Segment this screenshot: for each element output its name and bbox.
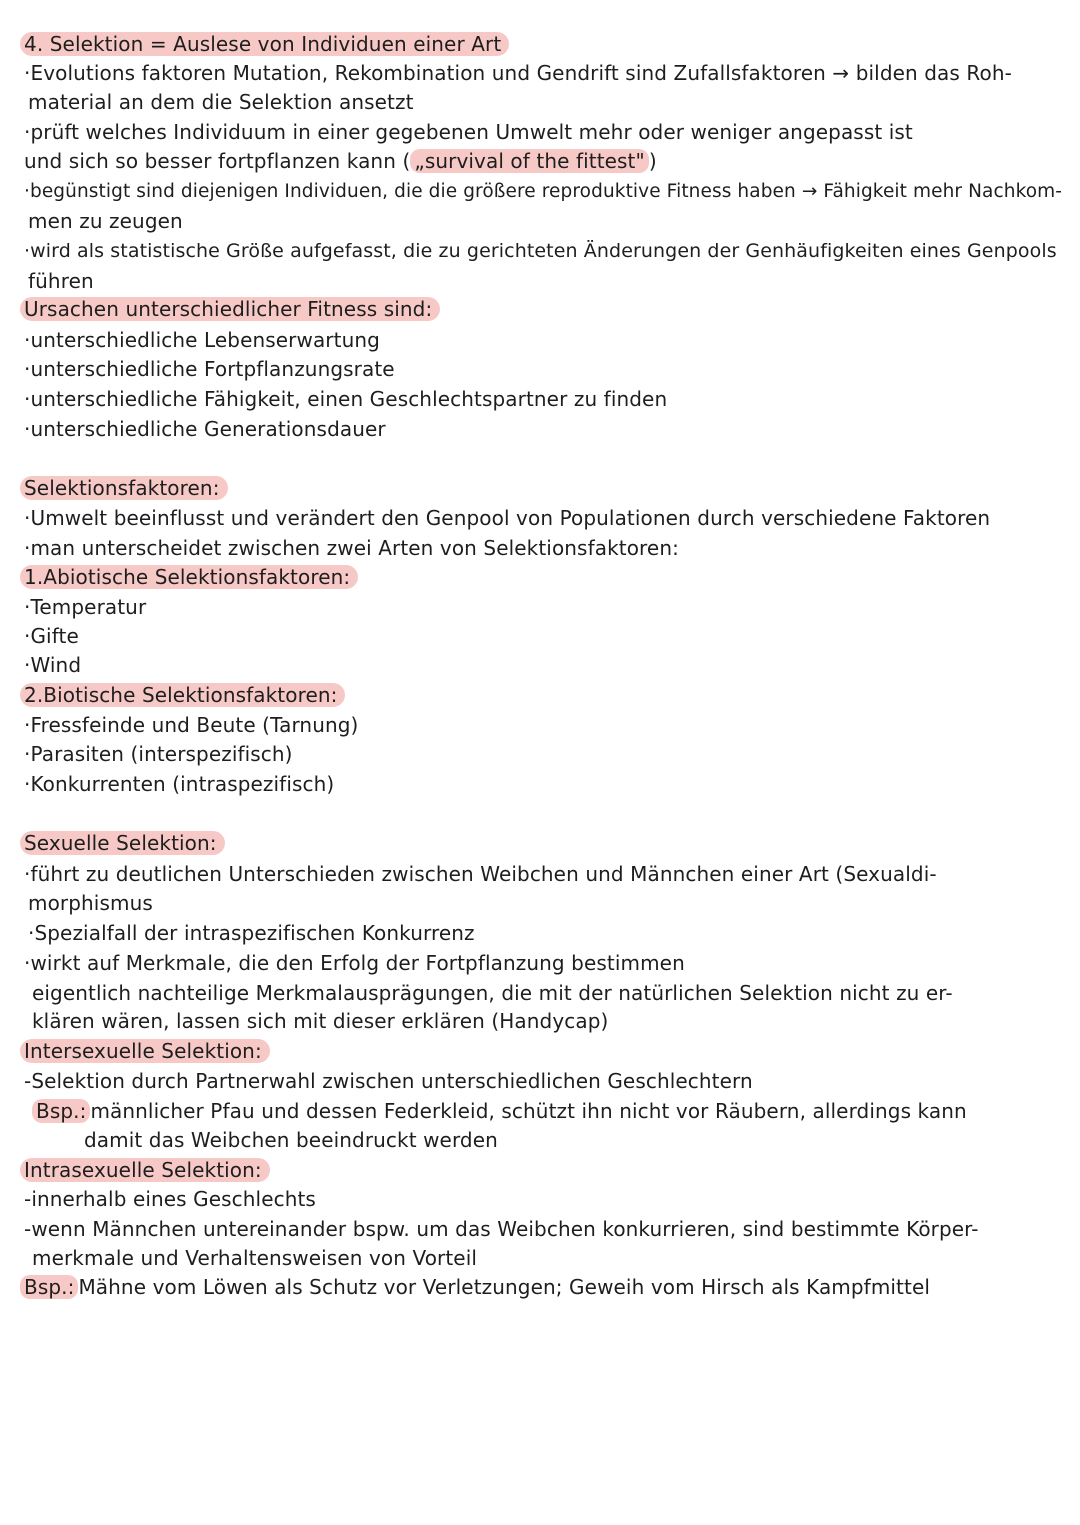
text-line: ·wirkt auf Merkmale, die den Erfolg der Fortpflanzung bestimmen bbox=[24, 951, 685, 975]
heading-selektion: 4. Selektion = Auslese von Individuen einer Art bbox=[24, 31, 509, 57]
text-line: klären wären, lassen sich mit dieser erklären (Handycap) bbox=[32, 1009, 609, 1033]
example-line: Bsp.: männlicher Pfau und dessen Federkleid, schützt ihn nicht vor Räubern, allerdings kann bbox=[32, 1098, 967, 1124]
list-item: ·Parasiten (interspezifisch) bbox=[24, 742, 293, 766]
text-line: damit das Weibchen beeindruckt werden bbox=[84, 1128, 498, 1152]
heading-fitness-causes: Ursachen unterschiedlicher Fitness sind: bbox=[24, 296, 440, 322]
text-line: ·man unterscheidet zwischen zwei Arten von Selektionsfaktoren: bbox=[24, 536, 679, 560]
text-line: -innerhalb eines Geschlechts bbox=[24, 1187, 316, 1211]
list-item: ·unterschiedliche Lebenserwartung bbox=[24, 328, 380, 352]
example-line: Bsp.: Mähne vom Löwen als Schutz vor Verletzungen; Geweih vom Hirsch als Kampfmittel bbox=[20, 1274, 930, 1300]
survival-quote-highlight: „survival of the fittest" bbox=[410, 149, 648, 173]
text-line: material an dem die Selektion ansetzt bbox=[28, 90, 414, 114]
list-item: ·Fressfeinde und Beute (Tarnung) bbox=[24, 713, 359, 737]
text-line: ·führt zu deutlichen Unterschieden zwischen Weibchen und Männchen einer Art (Sexualdi- bbox=[24, 862, 937, 886]
text-line: eigentlich nachteilige Merkmalausprägungen, die mit der natürlichen Selektion nicht zu er- bbox=[32, 981, 953, 1005]
heading-biotische: 2.Biotische Selektionsfaktoren: bbox=[24, 682, 345, 708]
text-line: -wenn Männchen untereinander bspw. um das Weibchen konkurrieren, sind bestimmte Körper- bbox=[24, 1217, 979, 1241]
text-line: ·begünstigt sind diejenigen Individuen, die die größere reproduktive Fitness haben → Fähigkeit mehr Nachkom- bbox=[24, 181, 1063, 202]
heading-abiotische: 1.Abiotische Selektionsfaktoren: bbox=[24, 564, 358, 590]
text-line: -Selektion durch Partnerwahl zwischen unterschiedlichen Geschlechtern bbox=[24, 1069, 753, 1093]
example-label: Bsp.: bbox=[32, 1099, 90, 1123]
text-line: ·Umwelt beeinflusst und verändert den Genpool von Populationen durch verschiedene Faktoren bbox=[24, 506, 991, 530]
heading-selektionsfaktoren: Selektionsfaktoren: bbox=[24, 475, 228, 501]
text-line: ·prüft welches Individuum in einer gegebenen Umwelt mehr oder weniger angepasst ist bbox=[24, 120, 913, 144]
text-line: und sich so besser fortpflanzen kann ( „survival of the fittest" ) bbox=[24, 149, 657, 173]
text-line: ·Spezialfall der intraspezifischen Konkurrenz bbox=[28, 921, 475, 945]
list-item: ·Wind bbox=[24, 653, 82, 677]
text-line: ·wird als statistische Größe aufgefasst, die zu gerichteten Änderungen der Genhäufigkeiten eines Genpools bbox=[24, 240, 1057, 262]
text-line: morphismus bbox=[28, 891, 153, 915]
text-line: führen bbox=[28, 269, 94, 293]
text-line: ·Evolutions faktoren Mutation, Rekombination und Gendrift sind Zufallsfaktoren → bilden das Roh- bbox=[24, 61, 1012, 85]
list-item: ·Konkurrenten (intraspezifisch) bbox=[24, 772, 335, 796]
text-line: men zu zeugen bbox=[28, 209, 183, 233]
heading-intrasexuelle: Intrasexuelle Selektion: bbox=[24, 1157, 270, 1183]
list-item: ·unterschiedliche Generationsdauer bbox=[24, 417, 386, 441]
list-item: ·Temperatur bbox=[24, 595, 147, 619]
example-label: Bsp.: bbox=[20, 1275, 78, 1299]
text-line: merkmale und Verhaltensweisen von Vorteil bbox=[32, 1246, 478, 1270]
heading-intersexuelle: Intersexuelle Selektion: bbox=[24, 1038, 270, 1064]
list-item: ·unterschiedliche Fähigkeit, einen Geschlechtspartner zu finden bbox=[24, 387, 668, 411]
list-item: ·Gifte bbox=[24, 624, 79, 648]
heading-sexuelle-selektion: Sexuelle Selektion: bbox=[24, 830, 225, 856]
list-item: ·unterschiedliche Fortpflanzungsrate bbox=[24, 357, 395, 381]
